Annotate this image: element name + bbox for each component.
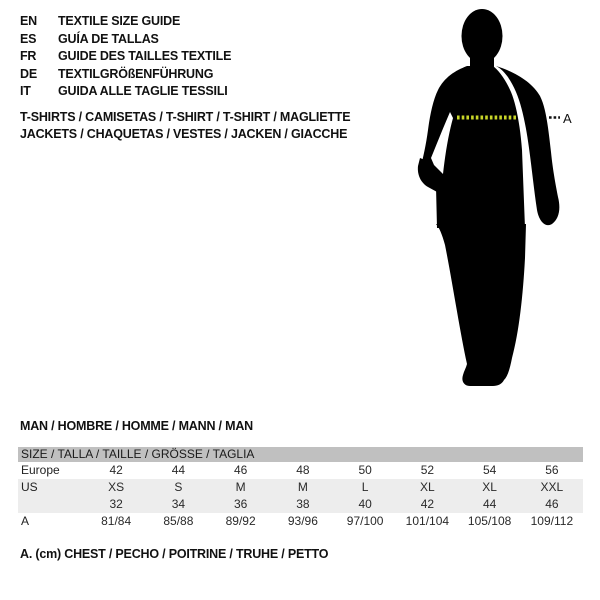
- language-label: GUIDA ALLE TAGLIE TESSILI: [58, 84, 228, 98]
- table-cell: 44: [171, 463, 186, 477]
- table-cell: XS: [108, 480, 125, 494]
- table-cell: 105/108: [467, 514, 512, 528]
- table-cell: M: [235, 480, 246, 494]
- man-silhouette-svg: [400, 0, 600, 400]
- table-cell: 52: [420, 463, 435, 477]
- size-table: [18, 447, 583, 530]
- table-cell: 101/104: [405, 514, 450, 528]
- table-row-us-numeric: [18, 496, 583, 513]
- list-item: [20, 31, 231, 49]
- language-code: EN: [20, 14, 37, 28]
- list-item: [20, 48, 231, 66]
- table-cell: 38: [296, 497, 310, 511]
- table-cell: 50: [358, 463, 372, 477]
- table-cell: 42: [109, 463, 123, 477]
- language-code: IT: [20, 84, 31, 98]
- table-row-chest-a: [18, 513, 583, 530]
- table-cell: 34: [171, 497, 186, 511]
- size-table-header: SIZE / TALLA / TAILLE / GRÖSSE / TAGLIA: [18, 447, 583, 462]
- table-cell: 48: [296, 463, 310, 477]
- measure-label-a: A: [563, 111, 572, 126]
- table-cell: 81/84: [101, 514, 132, 528]
- table-cell: 85/88: [163, 514, 194, 528]
- language-label: GUÍA DE TALLAS: [58, 31, 159, 46]
- table-cell: 46: [545, 497, 559, 511]
- table-cell: 93/96: [287, 514, 318, 528]
- table-cell: XL: [482, 480, 497, 494]
- table-cell: 42: [420, 497, 435, 511]
- table-cell: 54: [482, 463, 497, 477]
- table-row-europe: [18, 462, 583, 479]
- table-cell: XXL: [540, 480, 564, 494]
- row-label: US: [21, 480, 38, 494]
- language-guide-list: [20, 13, 231, 101]
- table-cell: 56: [545, 463, 559, 477]
- table-cell: 36: [233, 497, 248, 511]
- table-cell: 46: [233, 463, 248, 477]
- table-cell: 97/100: [346, 514, 384, 528]
- man-silhouette: [418, 9, 560, 386]
- table-cell: 44: [482, 497, 497, 511]
- row-label: Europe: [21, 463, 60, 477]
- table-cell: 109/112: [530, 514, 574, 528]
- measurement-footnote: A. (cm) CHEST / PECHO / POITRINE / TRUHE / PETTO: [20, 547, 329, 561]
- language-code: ES: [20, 31, 37, 46]
- table-cell: 40: [358, 497, 372, 511]
- garment-types-line2: JACKETS / CHAQUETAS / VESTES / JACKEN / GIACCHE: [20, 127, 348, 142]
- language-label: TEXTILGRÖßENFÜHRUNG: [58, 66, 214, 81]
- table-cell: 32: [109, 497, 123, 511]
- garment-types-line1: T-SHIRTS / CAMISETAS / T-SHIRT / T-SHIRT / MAGLIETTE: [20, 110, 351, 124]
- man-silhouette-figure: [400, 0, 600, 400]
- language-code: FR: [20, 49, 37, 63]
- list-item: [20, 66, 231, 84]
- language-label: TEXTILE SIZE GUIDE: [58, 14, 181, 28]
- row-label: A: [21, 514, 30, 528]
- table-cell: 89/92: [225, 514, 256, 528]
- language-code: DE: [20, 66, 37, 81]
- section-heading-man: MAN / HOMBRE / HOMME / MANN / MAN: [20, 419, 253, 433]
- list-item: [20, 13, 231, 31]
- table-cell: S: [174, 480, 183, 494]
- list-item: [20, 83, 231, 101]
- language-label: GUIDE DES TAILLES TEXTILE: [58, 49, 232, 63]
- garment-types: [20, 109, 350, 143]
- row-label: [18, 496, 85, 513]
- table-cell: XL: [420, 480, 435, 494]
- table-cell: L: [361, 480, 369, 494]
- table-cell: M: [297, 480, 308, 494]
- table-row-us: [18, 479, 583, 496]
